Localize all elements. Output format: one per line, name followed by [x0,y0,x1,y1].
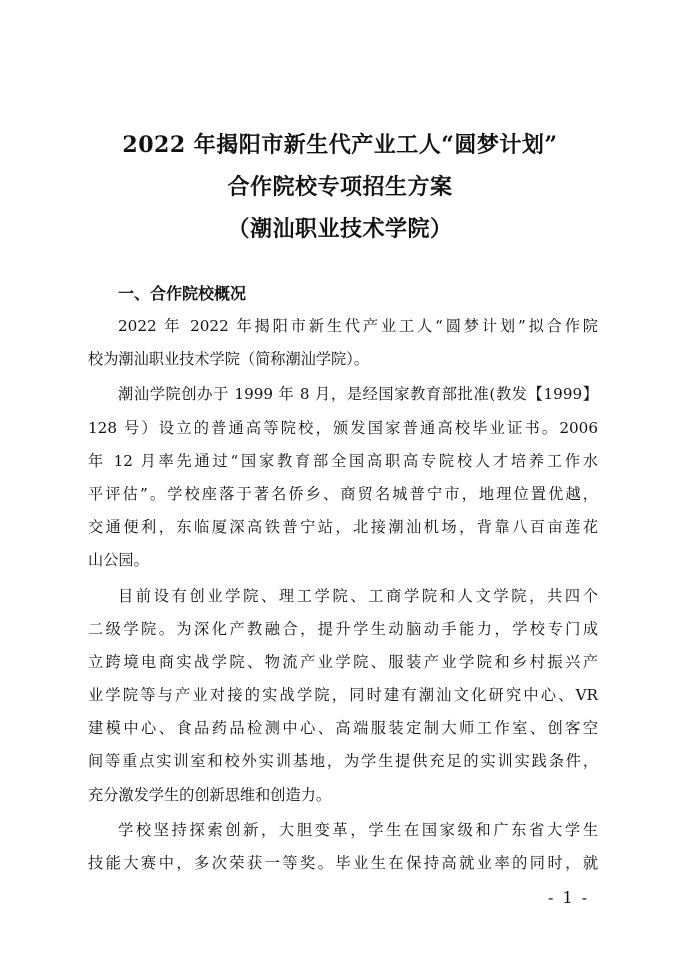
text-line: 年 12 月率先通过“国家教育部全国高职高专院校人才培养工作水 [88,451,598,470]
page-number: - 1 - [548,888,590,907]
paragraph [88,378,598,577]
text-line: 平评估”。学校座落于著名侨乡、商贸名城普宁市，地理位置优越， [88,484,598,503]
text-line: 2022 年 2022 年揭阳市新生代产业工人“圆梦计划”拟合作院 [118,317,598,335]
body-text [88,310,598,882]
section-heading: 一、合作院校概况 [118,284,247,303]
text-line: 交通便利，东临厦深高铁普宁站，北接潮汕机场，背靠八百亩莲花 [88,518,598,537]
paragraph [88,814,598,880]
text-line: 128 号）设立的普通高等院校，颁发国家普通高校毕业证书。2006 [88,418,598,437]
title-line: 2022 年揭阳市新生代产业工人“圆梦计划” [122,132,558,158]
text-line: 间等重点实训室和校外实训基地，为学生提供充足的实训实践条件， [88,752,598,771]
paragraph [88,580,598,812]
text-line: 学校坚持探索创新，大胆变革，学生在国家级和广东省大学生 [118,820,598,839]
text-line: 立跨境电商实战学院、物流产业学院、服装产业学院和乡村振兴产 [88,652,598,671]
title-line: 合作院校专项招生方案 [227,174,453,200]
text-line: 二级学院。为深化产教融合，提升学生动脑动手能力，学校专门成 [88,619,598,638]
text-line: 校为潮汕职业技术学院（简称潮汕学院）。 [88,350,369,369]
text-line: 技能大赛中，多次荣获一等奖。毕业生在保持高就业率的同时，就 [88,854,598,872]
document-title [0,124,680,250]
paragraph [88,310,598,376]
text-line: 建模中心、食品药品检测中心、高端服装定制大师工作室、创客空 [88,719,598,738]
text-line: 业学院等与产业对接的实战学院，同时建有潮汕文化研究中心、VR [88,686,598,705]
text-line: 山公园。 [88,551,149,570]
text-line: 充分激发学生的创新思维和创造力。 [88,785,331,804]
text-line: 潮汕学院创办于 1999 年 8 月，是经国家教育部批准(教发【1999】 [118,385,598,404]
text-line: 目前设有创业学院、理工学院、工商学院和人文学院，共四个 [118,586,598,605]
title-line: （潮汕职业技术学院） [227,216,453,242]
